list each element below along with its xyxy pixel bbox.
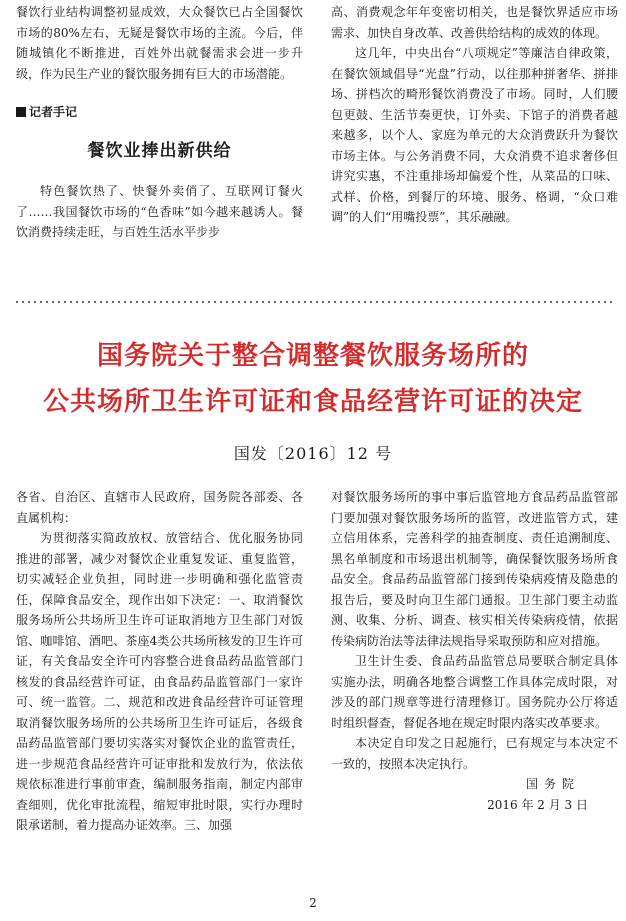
reporter-notes-text: 记者手记 <box>29 105 78 119</box>
bottom-left-column <box>16 487 303 836</box>
main-title-line-2: 公共场所卫生许可证和食品经营许可证的决定 <box>42 387 583 417</box>
top-left-column <box>16 2 303 243</box>
top-left-paragraph-2: 特色餐饮热了、快餐外卖俏了、互联网订餐火了……我国餐饮市场的“色香味”如今越来越诱人。餐饮消费持续走旺，与百姓生活水平步步 <box>16 184 303 239</box>
salutation: 各省、自治区、直辖市人民政府，国务院各部委、各直属机构： <box>16 490 303 525</box>
reporter-notes-label <box>16 102 303 123</box>
effective-paragraph: 本决定自印发之日起施行，已有规定与本决定不一致的，按照本决定执行。 <box>331 736 618 771</box>
top-right-paragraph-2: 这几年，中央出台“八项规定”等廉洁自律政策，在餐饮领域倡导“光盘”行动，以往那种拼奢华、拼排场、拼档次的畸形餐饮消费没了市场。同时，人们腰包更鼓、生活节奏更快，订外卖、下馆子的消费者越来越多，以个人、家庭为单元的大众消费跃升为餐饮市场主体。与公务消费不同，大众消费不追求奢侈但讲究实惠，不注重排场却偏爱个性，从菜品的口味、式样、价格，到餐厅的环境、服务、格调，“众口难调”的人们“用嘴投票”，其乐融融。 <box>331 46 618 224</box>
top-left-paragraph: 餐饮行业结构调整初显成效，大众餐饮已占全国餐饮市场的80%左右，无疑是餐饮市场的主流。今后，伴随城镇化不断推进，百姓外出就餐需求会进一步升级，作为民生产业的餐饮服务拥有巨大的市场潜能。 <box>16 5 303 81</box>
supervision-paragraph: 对餐饮服务场所的事中事后监管地方食品药品监管部门要加强对餐饮服务场所的监管，改进监管方式，建立信用体系，完善科学的抽查制度、责任追溯制度、黑名单制度和市场退出机制等，确保餐饮服务场所食品安全。食品药品监管部门接到传染病疫情及隐患的报告后，要及时向卫生部门通报。卫生部门要主动监测、收集、分析、调查、核实相关传染病疫情，依据传染病防治法等法律法规指导采取预防和应对措施。 <box>331 490 618 648</box>
section-subtitle: 餐饮业捧出新供给 <box>87 140 232 161</box>
top-right-paragraph: 高、消费观念年年变密切相关，也是餐饮界适应市场需求、加快自身改革、改善供给结构的成效的体现。 <box>331 5 618 40</box>
document-number: 国发〔2016〕12 号 <box>233 444 393 463</box>
page-number: 2 <box>309 896 317 910</box>
main-title-line-1: 国务院关于整合调整餐饮服务场所的 <box>96 341 529 371</box>
bottom-right-column <box>331 487 618 815</box>
signature: 国务院 <box>525 777 580 791</box>
top-right-column <box>331 2 618 228</box>
black-square-icon <box>16 107 26 117</box>
decision-body-paragraph: 为贯彻落实简政放权、放管结合、优化服务协同推进的部署，减少对餐饮企业重复发证、重复监管，切实减轻企业负担，同时进一步明确和强化监管责任，保障食品安全，现作出如下决定：一、取消餐饮服务场所公共场所卫生许可证取消地方卫生部门对饭馆、咖啡馆、酒吧、茶座4类公共场所核发的卫生许可证，有关食品安全许可内容整合进食品药品监管部门核发的食品经营许可证，由食品药品监管部门一家许可、统一监管。二、规范和改进食品经营许可证管理取消餐饮服务场所的公共场所卫生许可证后，各级食品药品监管部门要切实落实对餐饮企业的监管责任，进一步规范食品经营许可证审批和发放行为，依法依规依标准进行事前审查，编制服务指南，制定内部审查细则，优化审批流程，缩短审批时限，实行办理时限承诺制，着力提高办证效率。三、加强 <box>16 531 303 832</box>
implementation-paragraph: 卫生计生委、食品药品监管总局要联合制定具体实施办法，明确各地整合调整工作具体完成时限，对涉及的部门规章等进行清理修订。国务院办公厅将适时组织督查，督促各地在规定时限内落实改革要求。 <box>331 654 618 730</box>
wavy-divider <box>14 299 612 305</box>
date: 2016 年 2 月 3 日 <box>487 797 588 812</box>
